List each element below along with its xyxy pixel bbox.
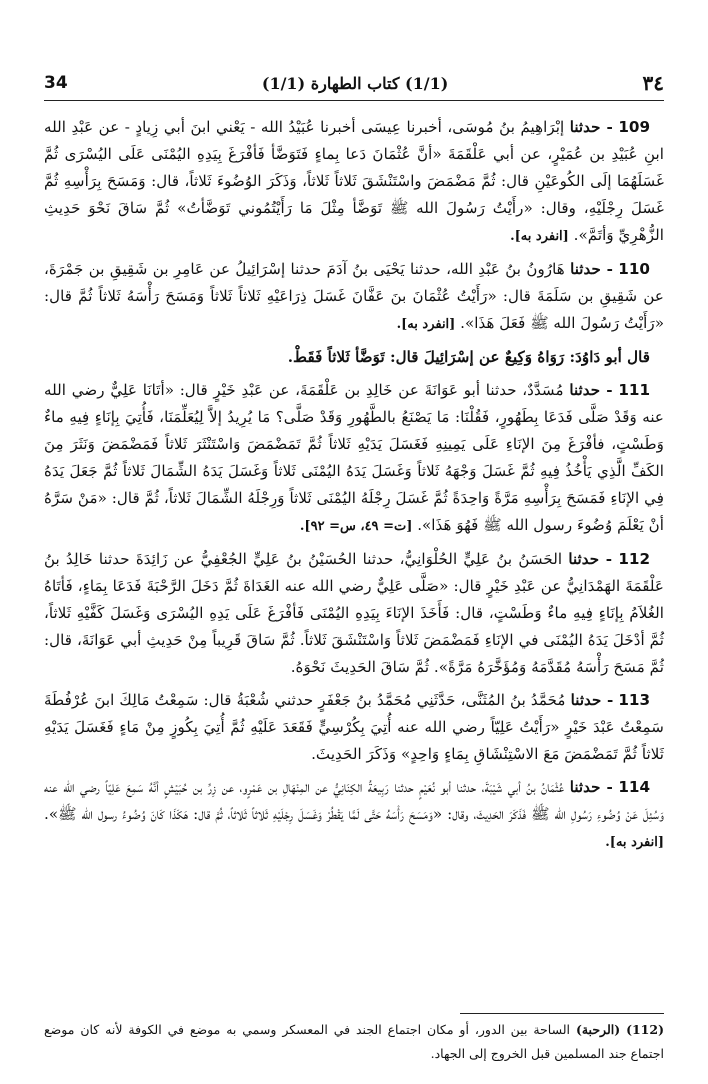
page-number-latin: 34 [44, 73, 68, 93]
hadith-text: مُحَمَّدُ بنُ المُثَنَّى، حَدَّثَنِي مُحَمَّدُ بنُ جَعْفَرٍ حدثني شُعْبَةُ قال: سَمِعْتُ مَالِكَ ابنَ عُرْفُطَةَ سَمِعْتُ عَبْدَ خَيْرٍ «رَأَيْتُ عَلِيّاً رضي الله عنه أُتِيَ بِكُرْسِيٍّ فَقَعَدَ عَلَيْهِ ثُمَّ أُتِيَ بِكُوزٍ مِنْ مَاءٍ فَغَسَلَ يَدَيْهِ ثَلاثاً ثُمَّ تَمَضْمَضَ مَعَ الاسْتِنْشَاقِ بِمَاءٍ وَاحِدٍ» وَذَكَرَ الحَدِيثَ. [44, 691, 664, 763]
hadith-note: [ت= ٤٩، س= ٩٢]. [299, 519, 413, 534]
footnote-ref: (112) [626, 1022, 664, 1037]
hadith-number: 113 [618, 691, 651, 709]
hadith-lead: حدثنا [570, 260, 601, 278]
chapter-title: (1/1) كتاب الطهارة (1/1) [261, 73, 449, 93]
hadith-number: 112 [618, 550, 651, 568]
footnote [44, 1018, 664, 1066]
hadith-110: 110 - حدثنا هَارُونُ بنُ عَبْدِ الله، حدثنا يَحْيَى بنُ آدَمَ حدثنا إسْرَائِيلُ عن عَامِرِ بن شَقِيقِ بن جَمْرَةَ، عن شَقِيقِ بن سَلَمَةَ قال: «رَأَيْتُ عُثْمَانَ بنَ عَفَّانَ غَسَلَ ذِرَاعَيْهِ ثَلاثاً ثَلاثاً وَمَسَحَ رَأْسَهُ ثَلاثاً ثُمَّ قال: «رَأَيْتُ رَسُولَ الله ﷺ فَعَلَ هَذَا». [انفرد به]. [44, 260, 664, 332]
hadith-text: الحَسَنُ بنُ عَلِيٍّ الحُلْوَانِيُّ، حدثنا الحُسَيْنُ بنُ عَلِيٍّ الجُعْفِيُّ عن زَائِدَةَ حدثنا خَالِدُ بنُ عَلْقَمَةَ الهَمْدَانِيُّ عن عَبْدِ خَيْرٍ قال: «صَلَّى عَلِيٌّ رضي الله عنه الغَدَاةَ ثُمَّ دَخَلَ الرَّحْبَةَ فَدَعَا بِمَاءٍ، فَأتَاهُ الغُلاَمُ بِإنَاءٍ فِيهِ ماءٌ وَطَسْتٍ، قال: فَأَخَذَ الإنَاءَ بِيَدِهِ اليُمْنَى فَأفْرَغَ عَلَى يَدِهِ اليُسْرَى وَغَسَلَ كَفَّيْهِ ثَلاثاً، ثُمَّ أدْخَلَ يَدَهُ اليُمْنَى في الإنَاءِ فَمَضْمَضَ ثَلاثاً وَاسْتَنْشَقَ ثَلاثاً. ثُمَّ سَاقَ قَرِيباً مِنْ حَدِيثِ أبي عَوَانَةَ، قال: ثُمَّ مَسَحَ رَأْسَهُ مُقَدَّمَهُ وَمُؤَخَّرَهُ مَرَّةً». ثُمَّ سَاقَ الحَدِيثَ نَحْوَهُ. [44, 550, 664, 676]
hadith-114: 114 - حدثنا عُثْمَانُ بنُ أبي شَيْبَةَ، حدثنا أبو نُعَيْمٍ حدثنا رَبِيعَةُ الكِنَانِيُّ عن المِنْهَالِ بن عَمْرٍو، عن زِرِّ بن حُبَيْشٍ أنَّهُ سَمِعَ عَلِيّاً رضي الله عنه وَسُئِلَ عَنْ وُضُوءِ رَسُولِ الله ﷺ فَذَكَرَ الحَدِيثَ، وقال: «وَمَسَحَ رَأْسَهُ حَتَّى لَمَّا يَقْطُرْ وَغَسَلَ رِجْلَيْهِ ثَلاثاً ثَلاثاً، ثُمَّ قال: هَكَذَا كَانَ وُضُوءُ رسول الله ﷺ». [انفرد به]. [44, 778, 664, 850]
abu-dawud-note: قال أبو دَاوُدَ: رَوَاهُ وَكِيعٌ عن إسْرَائِيلَ قال: تَوَضَّأ ثَلاثاً فَقَطْ. [287, 348, 650, 366]
footnote-term: (الرحبة) [575, 1022, 621, 1037]
hadith-112: 112 - حدثنا الحَسَنُ بنُ عَلِيٍّ الحُلْوَانِيُّ، حدثنا الحُسَيْنُ بنُ عَلِيٍّ الجُعْفِيُّ عن زَائِدَةَ حدثنا خَالِدُ بنُ عَلْقَمَةَ الهَمْدَانِيُّ عن عَبْدِ خَيْرٍ قال: «صَلَّى عَلِيٌّ رضي الله عنه الغَدَاةَ ثُمَّ دَخَلَ الرَّحْبَةَ فَدَعَا بِمَاءٍ، فَأتَاهُ الغُلاَمُ بِإنَاءٍ فِيهِ ماءٌ وَطَسْتٍ، قال: فَأَخَذَ الإنَاءَ بِيَدِهِ اليُمْنَى فَأفْرَغَ عَلَى يَدِهِ اليُسْرَى وَغَسَلَ كَفَّيْهِ ثَلاثاً، ثُمَّ أدْخَلَ يَدَهُ اليُمْنَى في الإنَاءِ فَمَضْمَضَ ثَلاثاً وَاسْتَنْشَقَ ثَلاثاً. ثُمَّ سَاقَ قَرِيباً مِنْ حَدِيثِ أبي عَوَانَةَ، قال: ثُمَّ مَسَحَ رَأْسَهُ مُقَدَّمَهُ وَمُؤَخَّرَهُ مَرَّةً». ثُمَّ سَاقَ الحَدِيثَ نَحْوَهُ. [44, 550, 664, 676]
page-header [44, 66, 664, 101]
hadith-text: مُسَدَّدٌ، حدثنا أبو عَوَانَةَ عن خَالِدِ بن عَلْقَمَةَ، عن عَبْدِ خَيْرٍ قال: «أتَانَا عَلِيٌّ رضي الله عنه وَقَدْ صَلَّى فَدَعَا بِطَهُورٍ، فَقُلْنَا: مَا يَصْنَعُ بالطَّهُورِ وَقَدْ صَلَّى؟ مَا يُرِيدُ إلاَّ لِيُعَلِّمَنَا، فَأُتِيَ بِإنَاءٍ فِيهِ ماءٌ وَطَسْتٍ، فأفْرَغَ مِنَ الإنَاءِ عَلَى يَمِينِهِ فَغَسَلَ يَدَيْهِ ثَلاثاً ثُمَّ تَمَضْمَضَ وَاسْتَنْثَرَ ثَلاثاً فَمَضْمَضَ وَنَثَرَ مِنَ الكَفِّ الَّذِي يَأْخُذُ فِيهِ ثُمَّ غَسَلَ وَجْهَهُ ثَلاثاً وَغَسَلَ يَدَهُ اليُمْنَى ثَلاثاً وَغَسَلَ يَدَهُ الشِّمَالَ ثَلاثاً ثُمَّ جَعَلَ يَدَهُ فِي الإنَاءِ فَمَسَحَ بِرَأْسِهِ مَرَّةً وَاحِدَةً ثُمَّ غَسَلَ رِجْلَهُ اليُمْنَى ثَلاثاً وَرِجْلَهُ الشِّمَالَ ثَلاثاً، ثُمَّ قال: «مَنْ سَرَّهُ أنْ يَعْلَمَ وُضُوءَ رسول الله ﷺ فَهُوَ هَذَا». [44, 381, 664, 534]
hadith-number: 114 [618, 778, 651, 796]
hadith-113: 113 - حدثنا مُحَمَّدُ بنُ المُثَنَّى، حَدَّثَنِي مُحَمَّدُ بنُ جَعْفَرٍ حدثني شُعْبَةُ قال: سَمِعْتُ مَالِكَ ابنَ عُرْفُطَةَ سَمِعْتُ عَبْدَ خَيْرٍ «رَأَيْتُ عَلِيّاً رضي الله عنه أُتِيَ بِكُرْسِيٍّ فَقَعَدَ عَلَيْهِ ثُمَّ أُتِيَ بِكُوزٍ مِنْ مَاءٍ فَغَسَلَ يَدَيْهِ ثَلاثاً ثُمَّ تَمَضْمَضَ مَعَ الاسْتِنْشَاقِ بِمَاءٍ وَاحِدٍ» وَذَكَرَ الحَدِيثَ. [44, 691, 664, 763]
hadith-note: [انفرد به]. [605, 835, 664, 850]
hadith-number: 109 [618, 118, 651, 136]
hadith-text: هَارُونُ بنُ عَبْدِ الله، حدثنا يَحْيَى بنُ آدَمَ حدثنا إسْرَائِيلُ عن عَامِرِ بن شَقِيقِ بن جَمْرَةَ، عن شَقِيقِ بن سَلَمَةَ قال: «رَأَيْتُ عُثْمَانَ بنَ عَفَّانَ غَسَلَ ذِرَاعَيْهِ ثَلاثاً ثَلاثاً وَمَسَحَ رَأْسَهُ ثَلاثاً ثُمَّ قال: «رَأَيْتُ رَسُولَ الله ﷺ فَعَلَ هَذَا». [44, 260, 664, 332]
hadith-lead: حدثنا [569, 381, 601, 399]
hadith-text: عُثْمَانُ بنُ أبي شَيْبَةَ، حدثنا أبو نُعَيْمٍ حدثنا رَبِيعَةُ الكِنَانِيُّ عن المِنْهَالِ بن عَمْرٍو، عن زِرِّ بن حُبَيْشٍ أنَّهُ سَمِعَ عَلِيّاً رضي الله عنه وَسُئِلَ عَنْ وُضُوءِ رَسُولِ الله ﷺ فَذَكَرَ الحَدِيثَ، وقال: «وَمَسَحَ رَأْسَهُ حَتَّى لَمَّا يَقْطُرْ وَغَسَلَ رِجْلَيْهِ ثَلاثاً ثَلاثاً، ثُمَّ قال: هَكَذَا كَانَ وُضُوءُ رسول الله ﷺ». [44, 778, 664, 823]
footnote-text: الساحة بين الدور، أو مكان اجتماع الجند في المعسكر وسمي به موضع في الكوفة لأنه كان موضع اجتماع جند المسلمين قبل الخروج إلى الجهاد. [44, 1022, 664, 1061]
hadith-note: [انفرد به]. [396, 317, 456, 332]
hadith-note: [انفرد به]. [510, 229, 569, 244]
hadith-lead: حدثنا [569, 778, 601, 796]
footnote-divider [460, 1013, 664, 1014]
hadith-lead: حدثنا [570, 691, 602, 709]
hadith-111: 111 - حدثنا مُسَدَّدٌ، حدثنا أبو عَوَانَةَ عن خَالِدِ بن عَلْقَمَةَ، عن عَبْدِ خَيْرٍ قال: «أتَانَا عَلِيٌّ رضي الله عنه وَقَدْ صَلَّى فَدَعَا بِطَهُورٍ، فَقُلْنَا: مَا يَصْنَعُ بالطَّهُورِ وَقَدْ صَلَّى؟ مَا يُرِيدُ إلاَّ لِيُعَلِّمَنَا، فَأُتِيَ بِإنَاءٍ فِيهِ ماءٌ وَطَسْتٍ، فأفْرَغَ مِنَ الإنَاءِ عَلَى يَمِينِهِ فَغَسَلَ يَدَيْهِ ثَلاثاً ثُمَّ تَمَضْمَضَ وَاسْتَنْثَرَ ثَلاثاً فَمَضْمَضَ وَنَثَرَ مِنَ الكَفِّ الَّذِي يَأْخُذُ فِيهِ ثُمَّ غَسَلَ وَجْهَهُ ثَلاثاً وَغَسَلَ يَدَهُ اليُمْنَى ثَلاثاً وَغَسَلَ يَدَهُ الشِّمَالَ ثَلاثاً ثُمَّ جَعَلَ يَدَهُ فِي الإنَاءِ فَمَسَحَ بِرَأْسِهِ مَرَّةً وَاحِدَةً ثُمَّ غَسَلَ رِجْلَهُ اليُمْنَى ثَلاثاً وَرِجْلَهُ الشِّمَالَ ثَلاثاً، ثُمَّ قال: «مَنْ سَرَّهُ أنْ يَعْلَمَ وُضُوءَ رسول الله ﷺ فَهُوَ هَذَا». [ت= ٤٩، س= ٩٢]. [44, 381, 664, 534]
hadith-number: 110 [618, 260, 650, 278]
page-number-arabic: ٣٤ [642, 71, 664, 95]
hadith-number: 111 [618, 381, 651, 399]
page-body [44, 114, 664, 862]
hadith-lead: حدثنا [568, 550, 600, 568]
hadith-text: إبْرَاهِيمُ بنُ مُوسَى، أخبرنا عِيسَى أخبرنا عُبَيْدُ الله - يَعْني ابنَ أبي زِيادٍ - عن عَبْدِ الله ابنِ عُبَيْدِ بن عُمَيْرٍ، عن أبي عَلْقَمَةَ «أنَّ عُثْمَانَ دَعا بِماءٍ فَتَوَضَّأ فَأفْرَغَ بِيَدِهِ اليُمْنَى عَلَى اليُسْرَى ثُمَّ غَسَلَهُمَا إلَى الكُوعَيْنِ قال: ثُمَّ مَضْمَضَ واسْتَنْشَقَ ثَلاثاً ثَلاثاً، وَذَكَرَ الوُضُوءَ ثَلاثاً، قال: وَمَسَحَ بِرَأْسِهِ ثُمَّ غَسَلَ رِجْلَيْهِ، وقال: «رأَيْتُ رَسُولَ الله ﷺ تَوَضَّأ مِثْلَ مَا رَأَيْتُمُوني تَوَضَّأتُ» ثُمَّ سَاقَ نَحْوَ حَدِيثِ الزُّهْرِيِّ وَأتَمَّ». [44, 118, 664, 244]
hadith-109: 109 - حدثنا إبْرَاهِيمُ بنُ مُوسَى، أخبرنا عِيسَى أخبرنا عُبَيْدُ الله - يَعْني ابنَ أبي زِيادٍ - عن عَبْدِ الله ابنِ عُبَيْدِ بن عُمَيْرٍ، عن أبي عَلْقَمَةَ «أنَّ عُثْمَانَ دَعا بِماءٍ فَتَوَضَّأ فَأفْرَغَ بِيَدِهِ اليُمْنَى عَلَى اليُسْرَى ثُمَّ غَسَلَهُمَا إلَى الكُوعَيْنِ قال: ثُمَّ مَضْمَضَ واسْتَنْشَقَ ثَلاثاً ثَلاثاً، وَذَكَرَ الوُضُوءَ ثَلاثاً، قال: وَمَسَحَ بِرَأْسِهِ ثُمَّ غَسَلَ رِجْلَيْهِ، وقال: «رأَيْتُ رَسُولَ الله ﷺ تَوَضَّأ مِثْلَ مَا رَأَيْتُمُوني تَوَضَّأتُ» ثُمَّ سَاقَ نَحْوَ حَدِيثِ الزُّهْرِيِّ وَأتَمَّ». [انفرد به]. [44, 118, 664, 244]
hadith-lead: حدثنا [569, 118, 601, 136]
